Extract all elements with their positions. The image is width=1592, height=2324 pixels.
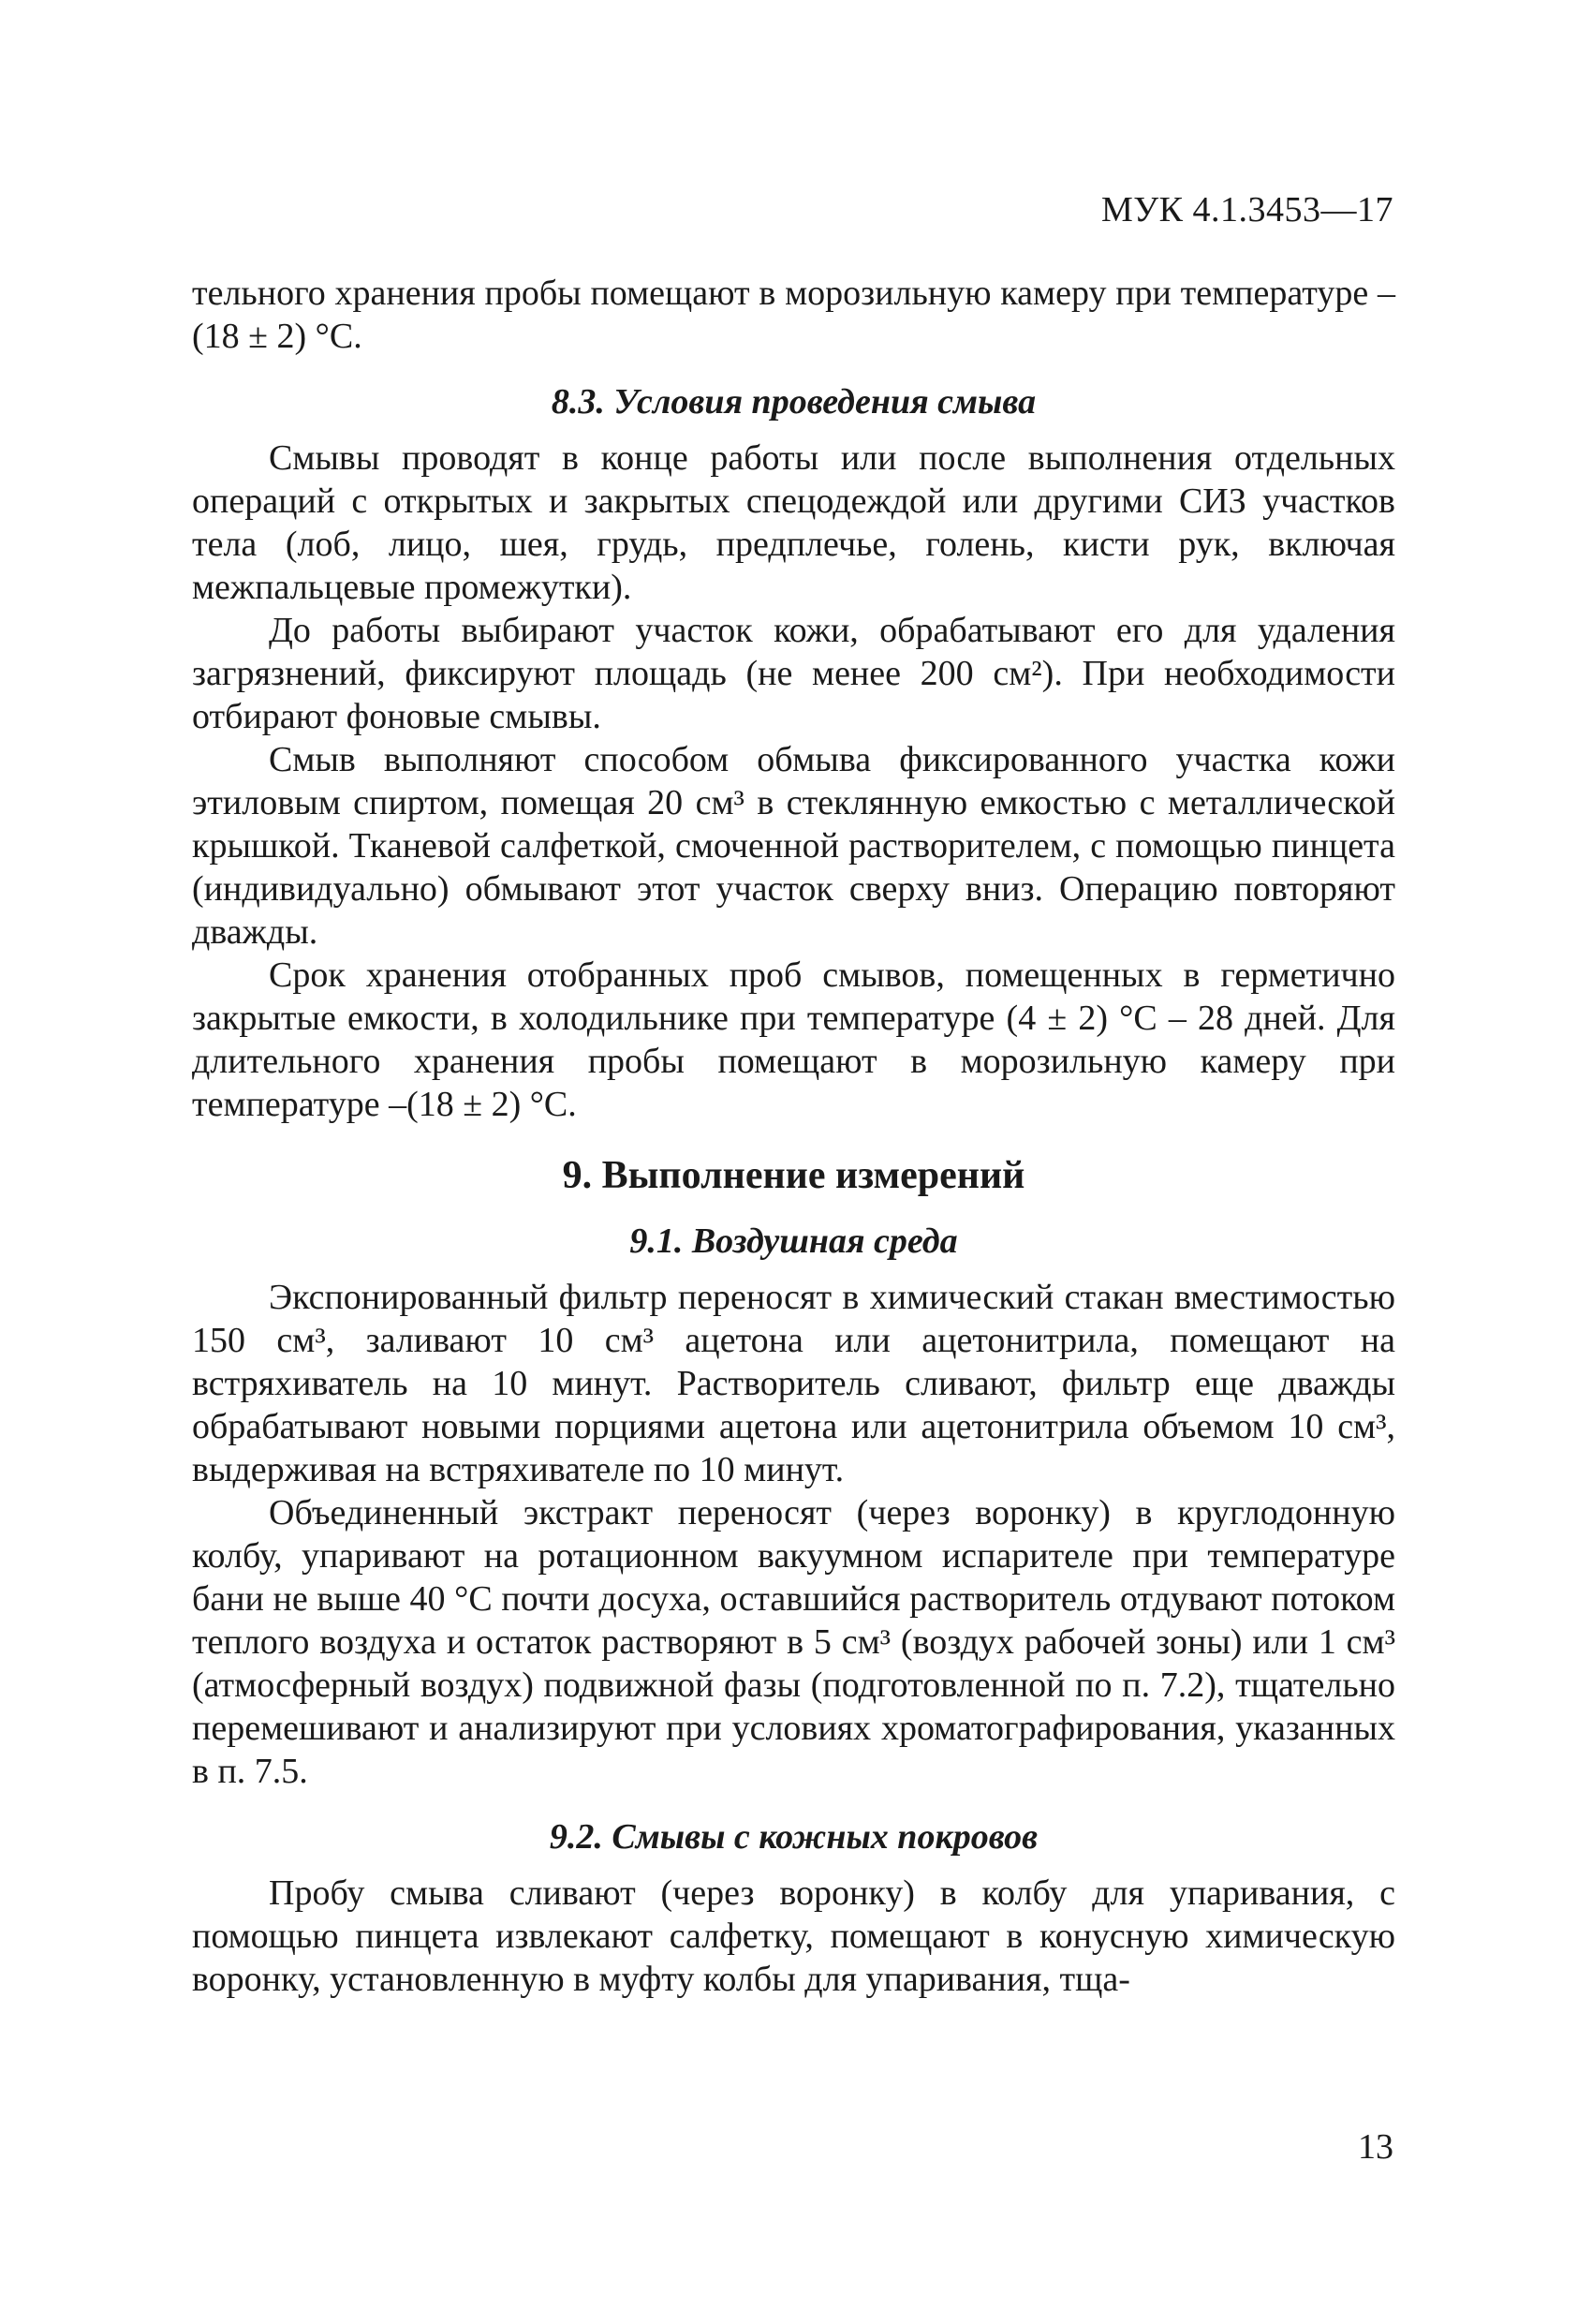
paragraph-8-3-3: Смыв выполняют способом обмыва фиксированного участка кожи этиловым спиртом, помещая 20 см³ в стеклянную емкостью с металлической крышкой. Тканевой салфеткой, смоченной растворителем, с помощью пинцета (индивидуально) обмывают этот участок сверху вниз. Операцию повторяют дважды. [192,740,1395,952]
document-code-header: МУК 4.1.3453—17 [1100,190,1393,229]
paragraph-8-3-4: Срок хранения отобранных проб смывов, помещенных в герметично закрытые емкости, в холодильнике при температуре (4 ± 2) °С – 28 дней. Для длительного хранения пробы помещают в морозильную камеру при температуре –(18 ± 2) °С. [192,955,1395,1124]
paragraph-9-1-1: Экспонированный фильтр переносят в химический стакан вместимостью 150 см³, заливают 10 см³ ацетона или ацетонитрила, помещают на встряхиватель на 10 минут. Растворитель сливают, фильтр еще дважды обрабатывают новыми порциями ацетона или ацетонитрила объемом 10 см³, выдерживая на встряхивателе по 10 минут. [192,1278,1395,1489]
subsection-title-9-1: 9.1. Воздушная среда [629,1221,958,1261]
paragraph-9-1-2: Объединенный экстракт переносят (через воронку) в круглодонную колбу, упаривают на ротационном вакуумном испарителе при температуре бани не выше 40 °С почти досуха, оставшийся растворитель отдувают потоком теплого воздуха и остаток растворяют в 5 см³ (воздух рабочей зоны) или 1 см³ (атмосферный воздух) подвижной фазы (подготовленной по п. 7.2), тщательно перемешивают и анализируют при условиях хроматографирования, указанных в п. 7.5. [192,1493,1395,1791]
paragraph-8-3-2: До работы выбирают участок кожи, обрабатывают его для удаления загрязнений, фиксируют площадь (не менее 200 см²). При необходимости отбирают фоновые смывы. [192,611,1395,736]
section-title-9: 9. Выполнение измерений [562,1154,1025,1197]
subsection-title-9-2: 9.2. Смывы с кожных покровов [549,1817,1039,1857]
paragraph-intro: тельного хранения пробы помещают в морозильную камеру при температуре –(18 ± 2) °С. [192,274,1395,356]
page-body [192,272,1395,2001]
paragraph-9-2-1: Пробу смыва сливают (через воронку) в колбу для упаривания, с помощью пинцета извлекают салфетку, помещают в конусную химическую воронку, установленную в муфту колбы для упаривания, тща- [192,1873,1395,1999]
paragraph-8-3-1: Смывы проводят в конце работы или после выполнения отдельных операций с открытых и закрытых спецодеждой или другими СИЗ участков тела (лоб, лицо, шея, грудь, предплечье, голень, кисти рук, включая межпальцевые промежутки). [192,438,1395,607]
subsection-title-8-3: 8.3. Условия проведения смыва [551,382,1037,422]
page-number: 13 [1358,2127,1393,2167]
